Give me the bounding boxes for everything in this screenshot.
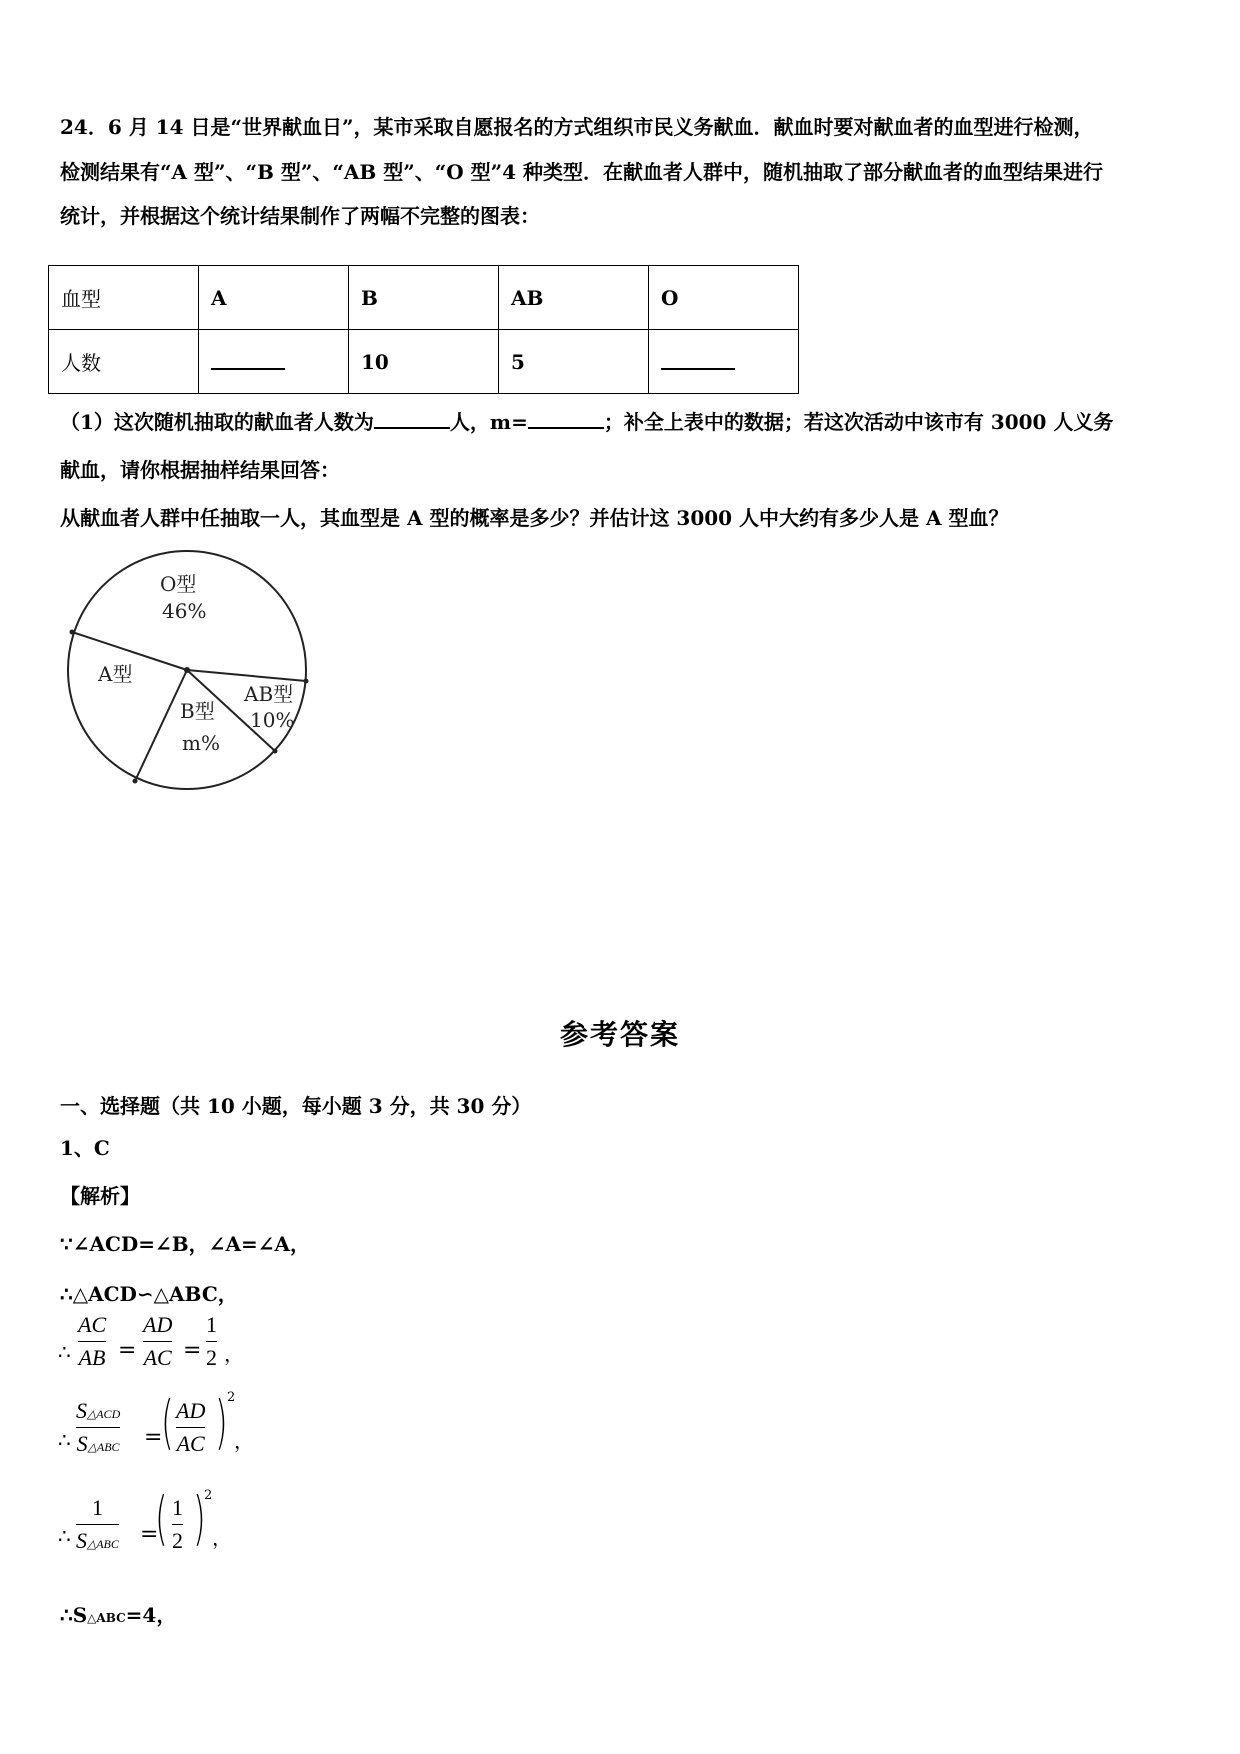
therefore-symbol: ∴ [58,1428,71,1452]
subscript: △ACD [87,1407,121,1421]
numerator: AC [78,1312,107,1337]
fraction-bar [172,1524,183,1525]
denominator: AC [176,1431,205,1456]
question-line-3: 统计，并根据这个统计结果制作了两幅不完整的图表： [60,204,540,228]
denominator: AC [143,1345,172,1370]
left-paren: ( [155,1484,168,1552]
table-row [49,330,799,394]
fraction-bar [176,1427,205,1428]
s-letter: S [76,1528,87,1553]
left-paren: ( [161,1388,174,1456]
pie-pct-b: m% [182,731,220,755]
question-line-2: 检测结果有“A 型”、“B 型”、“AB 型”、“O 型”4 种类型．在献血者人群中，随机抽取了部分献血者的血型结果进行 [60,160,1104,184]
equals-sign: = [140,1522,159,1547]
table-cell: 10 [349,330,499,394]
equals-sign: = [183,1338,202,1363]
solution-step-2: ∴△ACD∽△ABC， [60,1282,238,1306]
answer-item: 1、C [60,1136,110,1160]
denominator [76,1431,120,1457]
pie-edge-dot [133,779,138,784]
blood-type-table [48,265,799,394]
table-cell: O [649,266,799,330]
solution-final [60,1601,176,1632]
part2-line: 从献血者人群中任抽取一人，其血型是 A 型的概率是多少？并估计这 3000 人中大约有多少人是 A 型血？ [60,506,1009,530]
table-cell-blank-a [199,330,349,394]
pie-center-dot [184,667,190,673]
fill-in-blank [661,348,735,370]
fraction-bar [76,1427,120,1428]
pie-edge-dot [304,679,309,684]
table-cell: 人数 [49,330,199,394]
fill-in-blank [374,409,450,429]
table-cell: A [199,266,349,330]
denominator: 2 [172,1528,183,1553]
comma: ， [212,1526,232,1550]
fraction-one-half [172,1495,183,1554]
pie-edge-dot [273,749,278,754]
table-cell: 5 [499,330,649,394]
pie-pct-o: 46% [162,599,207,623]
numerator: AD [143,1312,173,1337]
right-paren: ) [215,1388,228,1456]
numerator: 1 [172,1495,183,1520]
fraction-one-half [206,1312,217,1371]
pie-pct-ab: 10% [250,708,295,732]
fraction-bar [206,1341,217,1342]
blood-type-pie-chart [60,545,320,795]
part1-text-a: （1）这次随机抽取的献血者人数为 [60,410,374,434]
fraction-ac-ab [78,1312,106,1371]
numerator [76,1398,120,1424]
exponent: 2 [204,1488,213,1503]
subscript: △ABC [87,1440,120,1454]
solution-step-1: ∵∠ACD=∠B，∠A=∠A， [60,1232,310,1256]
pie-label-ab: AB型 [244,682,294,706]
pie-label-o: O型 [160,572,197,596]
fraction-ad-ac [176,1398,205,1457]
equals-sign: = [144,1425,163,1450]
comma: ， [224,1342,244,1366]
numerator: 1 [91,1495,103,1520]
part1-text-c: ；补全上表中的数据；若这次活动中该市有 3000 人义务 [603,410,1114,434]
fraction-bar [76,1524,119,1525]
therefore-symbol: ∴ [58,1524,71,1548]
fill-in-blank [528,409,604,429]
part1-text-b: 人，m= [449,410,528,434]
part1-line-1 [60,408,1113,436]
pie-label-b: B型 [180,699,215,723]
numerator: 1 [206,1312,217,1337]
answer-section-title: 一、选择题（共 10 小题，每小题 3 分，共 30 分） [60,1094,532,1118]
table-cell: AB [499,266,649,330]
s-letter: S [76,1431,88,1456]
final-subscript: △ABC [87,1611,126,1625]
denominator: AB [78,1345,106,1370]
analysis-label: 【解析】 [60,1184,140,1208]
pie-edge-dot [70,630,75,635]
denominator: 2 [206,1345,217,1370]
fraction-one-over-area [76,1495,119,1554]
pie-label-a: A型 [98,662,133,686]
question-line-1: 24．6 月 14 日是“世界献血日”，某市采取自愿报名的方式组织市民义务献血．献血时要对献血者的血型进行检测， [60,115,1094,139]
therefore-symbol: ∴ [58,1340,71,1364]
equals-sign: = [118,1338,137,1363]
pie-divider [187,670,306,681]
final-value: =4， [125,1603,177,1627]
right-paren: ) [193,1484,206,1552]
fraction-area-ratio [76,1398,120,1457]
denominator [76,1528,119,1554]
pie-divider [135,670,187,781]
part1-line-2: 献血，请你根据抽样结果回答： [60,458,340,482]
table-cell: B [349,266,499,330]
fraction-bar [78,1341,106,1342]
table-cell: 血型 [49,266,199,330]
fraction-ad-ac [143,1312,172,1371]
final-s: ∴S [60,1603,88,1627]
fill-in-blank [211,348,285,370]
comma: ， [234,1429,254,1453]
fraction-bar [143,1341,172,1342]
exponent: 2 [227,1390,236,1405]
answer-heading: 参考答案 [559,1018,680,1051]
table-row [49,266,799,330]
table-cell-blank-o [649,330,799,394]
numerator: AD [176,1398,206,1423]
subscript: △ABC [87,1537,119,1551]
s-letter: S [76,1398,87,1423]
